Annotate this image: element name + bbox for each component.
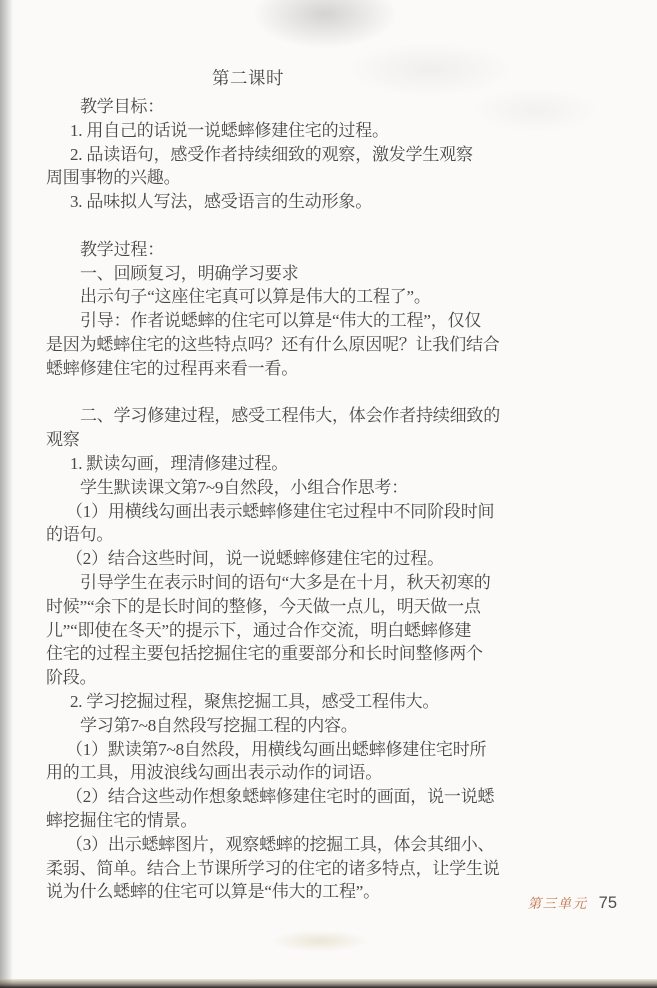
text-line: 引导学生在表示时间的语句“大多是在十月，秋天初寒的: [80, 572, 491, 592]
lesson-text: [46, 95, 516, 904]
text-line: 阶段。: [46, 668, 97, 688]
text-line: 学习第7~8自然段写挖掘工程的内容。: [80, 715, 358, 735]
text-line: 柔弱、简单。结合上节课所学习的住宅的诸多特点，让学生说: [46, 858, 500, 878]
teaching-process-part-2: [46, 404, 516, 904]
text-line: 教学目标：: [80, 97, 164, 116]
text-line: 时候”“余下的是长时间的整修，今天做一点儿，明天做一点: [46, 596, 481, 616]
scan-smudge: [272, 930, 367, 952]
text-line: 的语句。: [46, 525, 114, 545]
text-line: 引导：作者说蟋蟀的住宅可以算是“伟大的工程”，仅仅: [80, 311, 482, 331]
text-line: 1. 默读勾画，理清修建过程。: [70, 453, 288, 473]
page-number: 75: [598, 894, 617, 912]
text-line: 2. 学习挖掘过程，聚焦挖掘工具，感受工程伟大。: [70, 691, 440, 711]
text-line: （2）结合这些动作想象蟋蟀修建住宅时的画面，说一说蟋: [66, 787, 495, 807]
page-edge-shadow: [0, 0, 13, 988]
text-line: 儿”“即使在冬天”的提示下，通过合作交流，明白蟋蟀修建: [46, 620, 472, 640]
text-line: 住宅的过程主要包括挖掘住宅的重要部分和长时间整修两个: [46, 644, 483, 664]
teaching-process-part-1: [46, 238, 516, 381]
text-line: （2）结合这些时间，说一说蟋蟀修建住宅的过程。: [66, 549, 444, 569]
text-line: （1）用横线勾画出表示蟋蟀修建住宅过程中不同阶段时间: [66, 501, 495, 521]
text-line: 一、回顾复习，明确学习要求: [80, 263, 299, 283]
text-line: 3. 品味拟人写法，感受语言的生动形象。: [70, 192, 372, 212]
teaching-objectives: [46, 95, 516, 214]
text-line: 蟋蟀修建住宅的过程再来看一看。: [46, 358, 298, 378]
text-line: 观察: [46, 430, 80, 450]
text-line: 说为什么蟋蟀的住宅可以算是“伟大的工程”。: [46, 882, 380, 902]
page-bottom-edge: [0, 979, 657, 988]
text-line: 用的工具，用波浪线勾画出表示动作的词语。: [46, 763, 382, 783]
page-title: 第二课时: [212, 68, 284, 88]
text-line: 1. 用自己的话说一说蟋蟀修建住宅的过程。: [70, 120, 389, 140]
text-line: （1）默读第7~8自然段，用横线勾画出蟋蟀修建住宅时所: [66, 739, 487, 759]
text-line: 二、学习修建过程，感受工程伟大，体会作者持续细致的: [80, 406, 500, 426]
text-line: 2. 品读语句，感受作者持续细致的观察，激发学生观察: [70, 144, 473, 164]
text-line: （3）出示蟋蟀图片，观察蟋蟀的挖掘工具，体会其细小、: [66, 834, 495, 854]
page-footer: [528, 892, 617, 913]
text-line: 是因为蟋蟀住宅的这些特点吗？还有什么原因呢？让我们结合: [46, 334, 500, 354]
page-content: [46, 66, 516, 904]
text-line: 蟀挖掘住宅的情景。: [46, 810, 198, 830]
unit-label: 第三单元: [527, 896, 588, 911]
text-line: 出示句子“这座住宅真可以算是伟大的工程了”。: [80, 287, 431, 307]
text-line: 学生默读课文第7~9自然段，小组合作思考：: [80, 477, 408, 497]
text-line: 教学过程：: [80, 239, 164, 259]
scan-smudge: [250, 0, 400, 50]
text-line: 周围事物的兴趣。: [46, 168, 181, 188]
